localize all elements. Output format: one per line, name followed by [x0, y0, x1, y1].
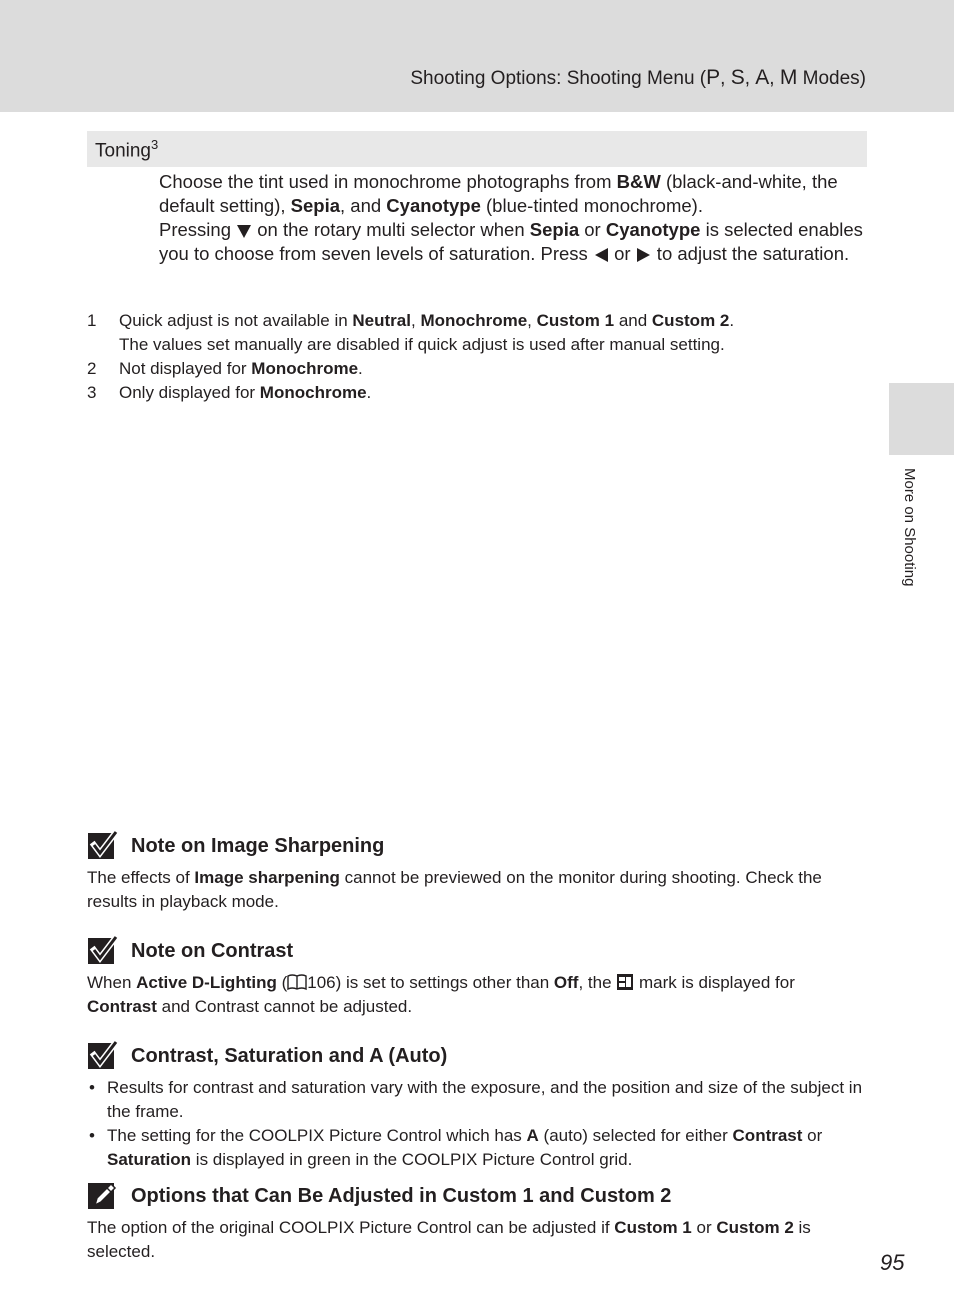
list-item-text: The setting for the COOLPIX Picture Control which has: [107, 1126, 527, 1145]
toning-text: Pressing: [159, 219, 237, 240]
header-title-suffix: Modes): [797, 68, 866, 89]
toning-text: on the rotary multi selector when: [252, 219, 530, 240]
footnotes: [87, 309, 867, 405]
note-span: is selected.: [87, 1218, 811, 1261]
footnote-span: ,: [527, 311, 537, 330]
header-title: [410, 66, 866, 90]
check-note-icon: [87, 830, 119, 862]
footnote-bold: Monochrome: [259, 383, 367, 402]
footnote-span: Not displayed for: [119, 359, 252, 378]
list-item-text: Results for contrast and saturation vary with the exposure, and the position and size of the subject in the frame.: [107, 1078, 863, 1121]
note-span: or: [691, 1218, 717, 1237]
mode-p-label: P: [706, 66, 721, 89]
footnote-span: and: [614, 311, 652, 330]
toning-option-sepia: Sepia: [529, 219, 580, 240]
footnote-item: [87, 381, 867, 405]
note-title: Note on Contrast: [131, 939, 294, 962]
toning-text: Choose the tint used in monochrome photographs from: [159, 171, 617, 192]
note-bold: Contrast: [87, 997, 157, 1016]
toning-option-cyanotype: Cyanotype: [605, 219, 701, 240]
note-body: [87, 866, 867, 914]
note-span: cannot be previewed on the monitor during shooting. Check the results in playback mode.: [87, 868, 822, 911]
toning-option-cyanotype: Cyanotype: [386, 195, 481, 216]
footnote-bold: Custom 1: [536, 311, 615, 330]
note-title: Note on Image Sharpening: [131, 834, 385, 857]
footnote-span: .: [366, 383, 372, 402]
toning-text: to adjust the saturation.: [651, 243, 850, 264]
list-item-text: is displayed in green in the COOLPIX Picture Control grid.: [191, 1150, 633, 1169]
note-contrast: [87, 935, 867, 1019]
list-item: [87, 1124, 867, 1172]
footnote-item: [87, 309, 867, 357]
toning-description: [159, 170, 869, 266]
list-item-bold: Saturation: [107, 1150, 192, 1169]
bullet-dot: •: [89, 1078, 95, 1097]
page-reference-icon: [287, 973, 307, 991]
footnote-bold: Neutral: [352, 311, 411, 330]
toning-option-bw: B&W: [616, 171, 661, 192]
list-item-text: or: [802, 1126, 823, 1145]
note-span: The option of the original COOLPIX Picture Control can be adjusted if: [87, 1218, 615, 1237]
header-title-prefix: Shooting Options: Shooting Menu (: [410, 68, 707, 89]
note-heading: [87, 1180, 867, 1212]
mode-m-label: M: [779, 66, 798, 89]
side-tab-label: More on Shooting: [901, 468, 918, 587]
toning-label: [95, 137, 158, 162]
pencil-note-icon: [87, 1180, 119, 1212]
note-title: Contrast, Saturation and A (Auto): [131, 1044, 448, 1067]
note-bullet-list: [87, 1076, 867, 1172]
note-bold: Custom 1: [614, 1218, 692, 1237]
note-image-sharpening: [87, 830, 867, 914]
footnote-item: [87, 357, 867, 381]
page-header: [0, 0, 954, 112]
footnote-span: .: [729, 311, 735, 330]
footnote-text: [119, 381, 867, 405]
note-span: The effects of: [87, 868, 195, 887]
check-note-icon: [87, 1040, 119, 1072]
note-heading: [87, 1040, 867, 1072]
footnote-text: [119, 309, 867, 357]
toning-text: , and: [340, 195, 387, 216]
footnote-span: The values set manually are disabled if quick adjust is used after manual setting.: [119, 335, 725, 354]
note-bold: Active D-Lighting: [136, 973, 277, 992]
arrow-right-icon: [636, 247, 652, 263]
footnote-bold: Custom 2: [651, 311, 730, 330]
toning-row-header: [87, 131, 867, 167]
note-heading: [87, 935, 867, 967]
bullet-dot: •: [89, 1126, 95, 1145]
note-bold: Custom 2: [716, 1218, 794, 1237]
toning-label-text: Toning: [95, 140, 151, 162]
note-span: , the: [578, 973, 617, 992]
footnote-bold: Monochrome: [420, 311, 528, 330]
header-sep: ,: [720, 68, 731, 89]
list-item-text: (auto) selected for either: [538, 1126, 733, 1145]
footnote-number: 2: [87, 359, 97, 378]
toning-footnote-ref: 3: [151, 137, 159, 152]
note-bold: Off: [553, 973, 579, 992]
list-item-bold: Contrast: [732, 1126, 803, 1145]
page-reference-number: 106: [307, 973, 336, 992]
toning-text: (black-and-white, the default setting),: [159, 171, 838, 216]
header-sep: ,: [769, 68, 780, 89]
note-custom-options: [87, 1180, 867, 1264]
note-auto: [87, 1040, 867, 1172]
note-body: [87, 1216, 867, 1264]
toning-option-sepia: Sepia: [290, 195, 340, 216]
mode-s-label: S: [730, 66, 745, 89]
note-heading: [87, 830, 867, 862]
toning-text: or: [579, 219, 606, 240]
footnote-span: Quick adjust is not available in: [119, 311, 353, 330]
footnote-span: .: [358, 359, 363, 378]
arrow-left-icon: [593, 247, 609, 263]
section-side-tab: [889, 383, 954, 455]
note-span: mark is displayed for: [634, 973, 795, 992]
note-bold: Image sharpening: [194, 868, 340, 887]
footnote-number: 1: [87, 311, 97, 330]
footnote-span: ,: [410, 311, 421, 330]
toning-text: is selected enables you to choose from seven levels of saturation. Press: [159, 219, 863, 264]
active-d-lighting-icon: [616, 973, 634, 991]
toning-text: or: [608, 243, 636, 264]
check-note-icon: [87, 935, 119, 967]
arrow-down-icon: [236, 223, 252, 239]
footnote-span: Only displayed for: [119, 383, 260, 402]
note-span: and Contrast cannot be adjusted.: [156, 997, 413, 1016]
header-sep: ,: [744, 68, 756, 89]
note-span: ) is set to settings other than: [335, 973, 554, 992]
page-number: 95: [880, 1250, 905, 1275]
note-span: When: [87, 973, 137, 992]
footnote-text: [119, 357, 867, 381]
toning-text: (blue-tinted monochrome).: [480, 195, 703, 216]
note-span: (: [276, 973, 288, 992]
list-item-bold: A: [526, 1126, 539, 1145]
note-body: [87, 971, 867, 1019]
footnote-bold: Monochrome: [251, 359, 359, 378]
mode-a-label: A: [755, 66, 770, 89]
list-item: [87, 1076, 867, 1124]
footnote-number: 3: [87, 383, 97, 402]
note-title: Options that Can Be Adjusted in Custom 1 and Custom 2: [131, 1184, 672, 1207]
